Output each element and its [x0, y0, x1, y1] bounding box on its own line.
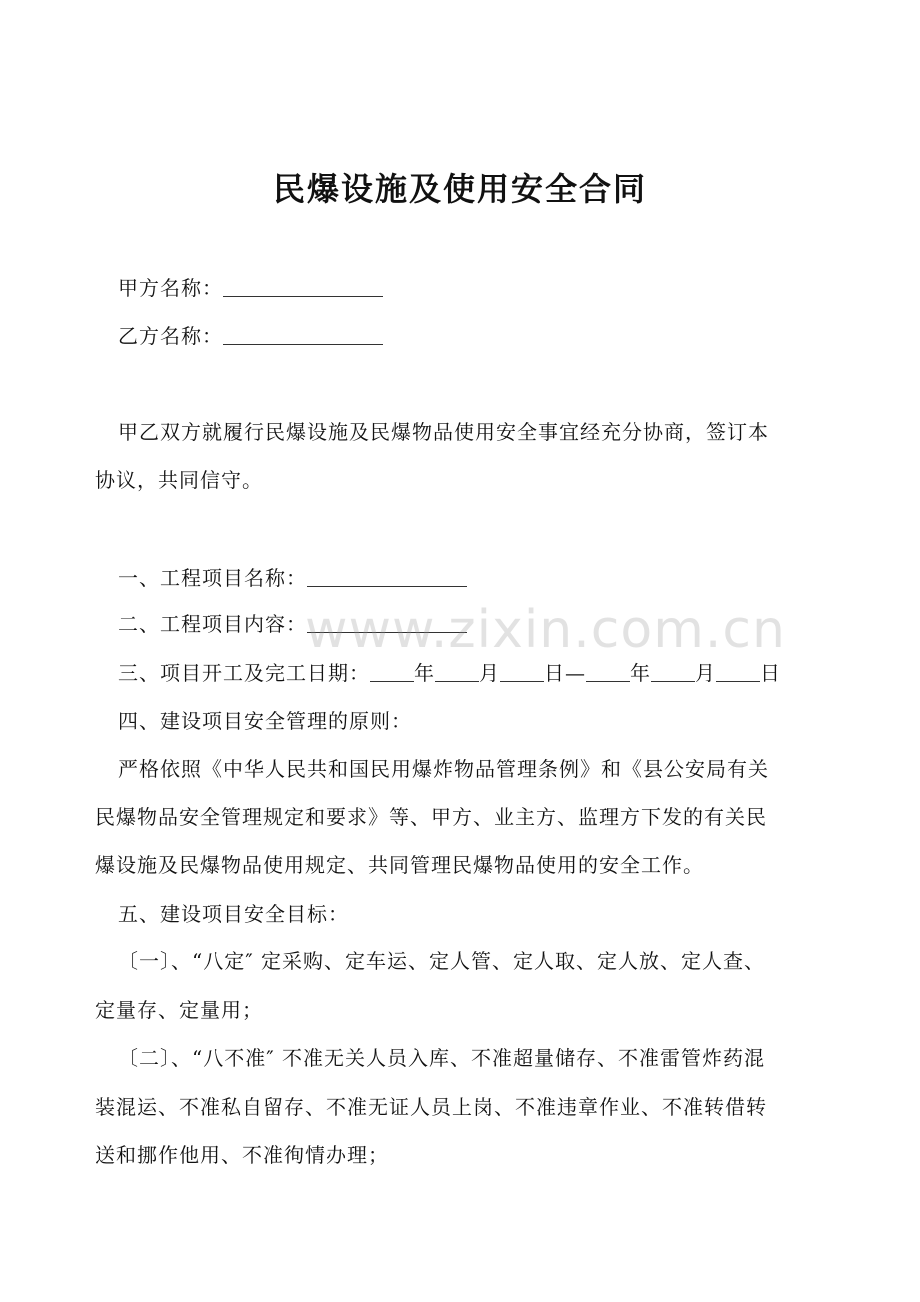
goal2-line-3: 送和挪作他用、不准徇情办理；: [95, 1143, 389, 1167]
intro-line-1: 甲乙双方就履行民爆设施及民爆物品使用安全事宜经充分协商，签订本: [118, 420, 769, 444]
start-day-blank: [500, 680, 544, 682]
item3-label: 三、项目开工及完工日期：: [118, 661, 370, 685]
item5-line: 五、建设项目安全目标：: [118, 902, 349, 926]
goal2-line-1: 〔二〕、“八不准″ 不准无关人员入库、不准超量储存、不准雷管炸药混: [118, 1046, 766, 1070]
item1-blank: [307, 585, 467, 587]
end-day-text: 日: [760, 661, 781, 685]
party-a-blank: [223, 295, 383, 297]
party-b-label: 乙方名称：: [118, 324, 223, 348]
date-dash: —: [565, 661, 586, 685]
item2-label: 二、工程项目内容：: [118, 612, 307, 636]
watermark: www.zixin.com.cn: [305, 600, 786, 660]
start-day-text: 日: [544, 661, 565, 685]
end-day-blank: [716, 680, 760, 682]
page-title: 民爆设施及使用安全合同: [272, 170, 647, 208]
party-a-label: 甲方名称：: [118, 276, 223, 300]
goal1-line-2: 定量存、定量用；: [95, 998, 263, 1022]
principle-line-1: 严格依照《中华人民共和国民用爆炸物品管理条例》和《县公安局有关: [118, 757, 769, 781]
intro-line-2: 协议，共同信守。: [95, 468, 263, 492]
end-month-text: 月: [695, 661, 716, 685]
start-year-blank: [370, 680, 414, 682]
start-month-blank: [435, 680, 479, 682]
start-year-text: 年: [414, 661, 435, 685]
item1-line: [118, 562, 838, 591]
goal2-line-2: 装混运、不准私自留存、不准无证人员上岗、不准违章作业、不准转借转: [95, 1095, 767, 1119]
item4-line: 四、建设项目安全管理的原则：: [118, 709, 412, 733]
end-month-blank: [651, 680, 695, 682]
goal1-line-1: 〔一〕、“八定″ 定采购、定车运、定人管、定人取、定人放、定人查、: [118, 949, 766, 973]
principle-line-2: 民爆物品安全管理规定和要求》等、甲方、业主方、监理方下发的有关民: [95, 805, 767, 829]
item1-label: 一、工程项目名称：: [118, 566, 307, 590]
item3-line: [118, 657, 838, 686]
party-a-line: [118, 272, 838, 301]
end-year-text: 年: [630, 661, 651, 685]
party-b-line: [118, 320, 838, 349]
start-month-text: 月: [479, 661, 500, 685]
principle-line-3: 爆设施及民爆物品使用规定、共同管理民爆物品使用的安全工作。: [95, 853, 704, 877]
party-b-blank: [223, 343, 383, 345]
end-year-blank: [586, 680, 630, 682]
